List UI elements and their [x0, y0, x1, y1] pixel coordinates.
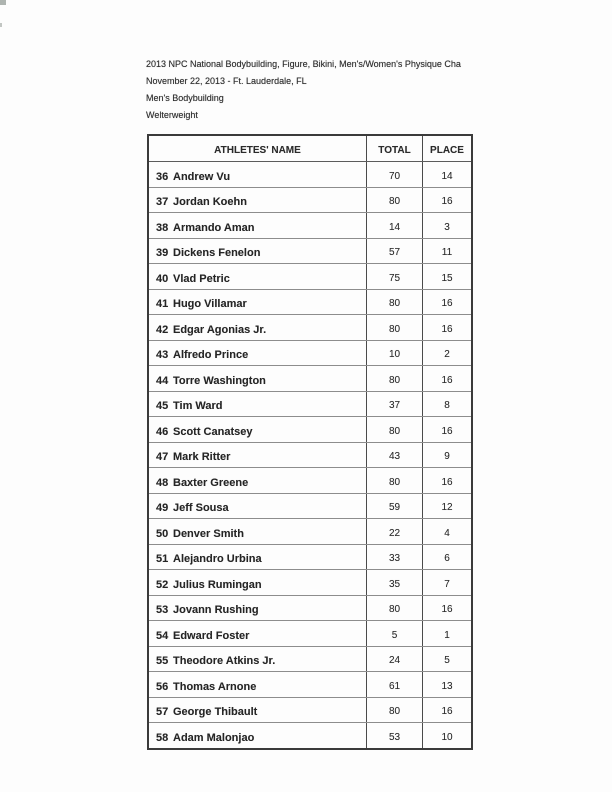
table-row — [149, 188, 471, 214]
table-body — [149, 162, 471, 748]
athlete-name-cell — [149, 264, 367, 289]
athlete-name: Hugo Villamar — [173, 298, 247, 310]
total-score: 10 — [367, 341, 423, 366]
table-row — [149, 366, 471, 392]
total-score: 37 — [367, 392, 423, 417]
athlete-name: Julius Rumingan — [173, 578, 262, 591]
place-rank: 3 — [444, 221, 450, 233]
athlete-number: 37 — [156, 196, 169, 208]
athlete-name-cell — [149, 341, 367, 366]
athlete-number: 50 — [156, 527, 169, 540]
athlete-number: 54 — [156, 629, 169, 642]
table-row — [149, 468, 471, 494]
athlete-name-cell — [149, 443, 367, 468]
total-score: 33 — [367, 545, 423, 570]
athlete-name: Torre Washington — [173, 374, 266, 387]
athlete-name-cell — [149, 392, 367, 417]
results-table — [147, 134, 473, 750]
place-rank: 2 — [444, 349, 450, 360]
total-score: 75 — [367, 264, 423, 289]
table-row — [149, 647, 471, 673]
place-rank: 14 — [441, 170, 453, 182]
column-header-total: TOTAL — [367, 136, 423, 161]
table-row — [149, 596, 471, 622]
athlete-name: Adam Malonjao — [173, 731, 255, 744]
total-score: 80 — [367, 417, 423, 442]
event-title: 2013 NPC National Bodybuilding, Figure, Bikini, Men's/Women's Physique Cha — [146, 59, 461, 69]
athlete-name: Denver Smith — [173, 527, 244, 540]
athlete-name-cell — [149, 494, 367, 519]
table-row — [149, 417, 471, 443]
athlete-number: 46 — [156, 425, 169, 438]
athlete-name-cell — [149, 213, 367, 238]
athlete-name-cell — [149, 647, 367, 672]
athlete-number: 38 — [156, 221, 169, 234]
document-header — [146, 56, 461, 124]
total-score: 53 — [367, 723, 423, 748]
place-rank: 4 — [444, 527, 450, 539]
athlete-number: 55 — [156, 655, 169, 667]
table-row — [149, 545, 471, 571]
total-score: 80 — [367, 698, 423, 723]
place-rank: 15 — [441, 272, 453, 284]
place-rank: 16 — [441, 476, 453, 488]
total-score: 35 — [367, 570, 423, 595]
table-row — [149, 290, 471, 316]
total-score: 80 — [367, 315, 423, 340]
place-rank: 1 — [444, 629, 450, 641]
scan-artifact — [0, 0, 6, 5]
athlete-name-cell — [149, 290, 367, 315]
athlete-name: Vlad Petric — [173, 272, 230, 285]
place-rank: 5 — [444, 655, 450, 666]
table-row — [149, 621, 471, 647]
total-score: 59 — [367, 494, 423, 519]
athlete-name-cell — [149, 672, 367, 697]
table-row — [149, 723, 471, 748]
athlete-name-cell — [149, 545, 367, 570]
place-rank: 11 — [441, 247, 453, 258]
total-score: 80 — [367, 596, 423, 621]
athlete-name: Tim Ward — [173, 400, 223, 412]
total-score: 24 — [367, 647, 423, 672]
athlete-name-cell — [149, 315, 367, 340]
table-row — [149, 494, 471, 520]
total-score: 43 — [367, 443, 423, 468]
athlete-number: 52 — [156, 578, 169, 591]
athlete-number: 40 — [156, 272, 169, 285]
place-rank: 13 — [441, 680, 453, 692]
table-row — [149, 392, 471, 418]
athlete-name-cell — [149, 162, 367, 187]
athlete-name-cell — [149, 621, 367, 646]
athlete-name-cell — [149, 596, 367, 621]
table-row — [149, 698, 471, 724]
athlete-name: Thomas Arnone — [173, 680, 257, 693]
athlete-name-cell — [149, 570, 367, 595]
place-rank: 16 — [441, 604, 453, 615]
table-row — [149, 264, 471, 290]
table-row — [149, 672, 471, 698]
athlete-number: 57 — [156, 706, 169, 718]
place-rank: 16 — [441, 298, 453, 309]
athlete-number: 58 — [156, 731, 169, 744]
athlete-name: Mark Ritter — [173, 451, 231, 463]
athlete-number: 45 — [156, 400, 169, 412]
athlete-number: 47 — [156, 451, 169, 463]
athlete-name: Theodore Atkins Jr. — [173, 655, 276, 667]
column-header-place: PLACE — [430, 145, 464, 156]
weight-class: Welterweight — [146, 110, 198, 120]
place-rank: 16 — [441, 706, 453, 717]
athlete-name-cell — [149, 417, 367, 442]
athlete-number: 41 — [156, 298, 169, 310]
total-score: 80 — [367, 188, 423, 213]
place-rank: 16 — [441, 196, 453, 207]
athlete-name: Andrew Vu — [173, 170, 231, 183]
table-row — [149, 162, 471, 188]
athlete-name-cell — [149, 698, 367, 723]
athlete-name-cell — [149, 723, 367, 748]
place-rank: 6 — [444, 553, 450, 564]
total-score: 22 — [367, 519, 423, 544]
total-score: 80 — [367, 468, 423, 493]
athlete-name: Jordan Koehn — [173, 196, 247, 208]
athlete-name-cell — [149, 188, 367, 213]
athlete-name: Scott Canatsey — [173, 425, 253, 438]
athlete-name: Alejandro Urbina — [173, 553, 262, 565]
table-row — [149, 239, 471, 265]
athlete-number: 42 — [156, 323, 169, 336]
place-rank: 16 — [441, 323, 453, 335]
athlete-number: 36 — [156, 170, 169, 183]
athlete-name: Edward Foster — [173, 629, 250, 642]
athlete-name-cell — [149, 519, 367, 544]
athlete-name-cell — [149, 366, 367, 391]
place-rank: 9 — [444, 451, 450, 462]
athlete-name: Jovann Rushing — [173, 604, 259, 616]
table-row — [149, 519, 471, 545]
athlete-number: 39 — [156, 247, 169, 259]
place-rank: 7 — [444, 578, 450, 590]
total-score: 80 — [367, 366, 423, 391]
athlete-number: 53 — [156, 604, 169, 616]
athlete-number: 48 — [156, 476, 169, 489]
table-row — [149, 315, 471, 341]
table-row — [149, 341, 471, 367]
athlete-number: 56 — [156, 680, 169, 693]
athlete-name: Alfredo Prince — [173, 349, 249, 361]
table-header-row — [149, 136, 471, 162]
athlete-name-cell — [149, 239, 367, 264]
athlete-name: Jeff Sousa — [173, 502, 229, 514]
place-rank: 16 — [441, 374, 453, 386]
division-name: Men's Bodybuilding — [146, 93, 224, 103]
table-row — [149, 570, 471, 596]
event-date-location: November 22, 2013 - Ft. Lauderdale, FL — [146, 76, 307, 86]
athlete-number: 51 — [156, 553, 169, 565]
athlete-name: Armando Aman — [173, 221, 255, 234]
place-rank: 8 — [444, 400, 450, 411]
scan-artifact — [0, 23, 2, 27]
athlete-number: 49 — [156, 502, 169, 514]
table-row — [149, 443, 471, 469]
place-rank: 16 — [441, 425, 453, 437]
athlete-name-cell — [149, 468, 367, 493]
total-score: 5 — [367, 621, 423, 646]
athlete-name: Dickens Fenelon — [173, 247, 261, 259]
total-score: 80 — [367, 290, 423, 315]
athlete-number: 44 — [156, 374, 169, 387]
total-score: 61 — [367, 672, 423, 697]
total-score: 70 — [367, 162, 423, 187]
athlete-name: Edgar Agonias Jr. — [173, 323, 267, 336]
athlete-number: 43 — [156, 349, 169, 361]
athlete-name: George Thibault — [173, 706, 258, 718]
total-score: 14 — [367, 213, 423, 238]
place-rank: 12 — [441, 502, 453, 513]
column-header-athletes-name: ATHLETES' NAME — [149, 136, 367, 161]
place-rank: 10 — [441, 731, 453, 743]
total-score: 57 — [367, 239, 423, 264]
athlete-name: Baxter Greene — [173, 476, 249, 489]
table-row — [149, 213, 471, 239]
